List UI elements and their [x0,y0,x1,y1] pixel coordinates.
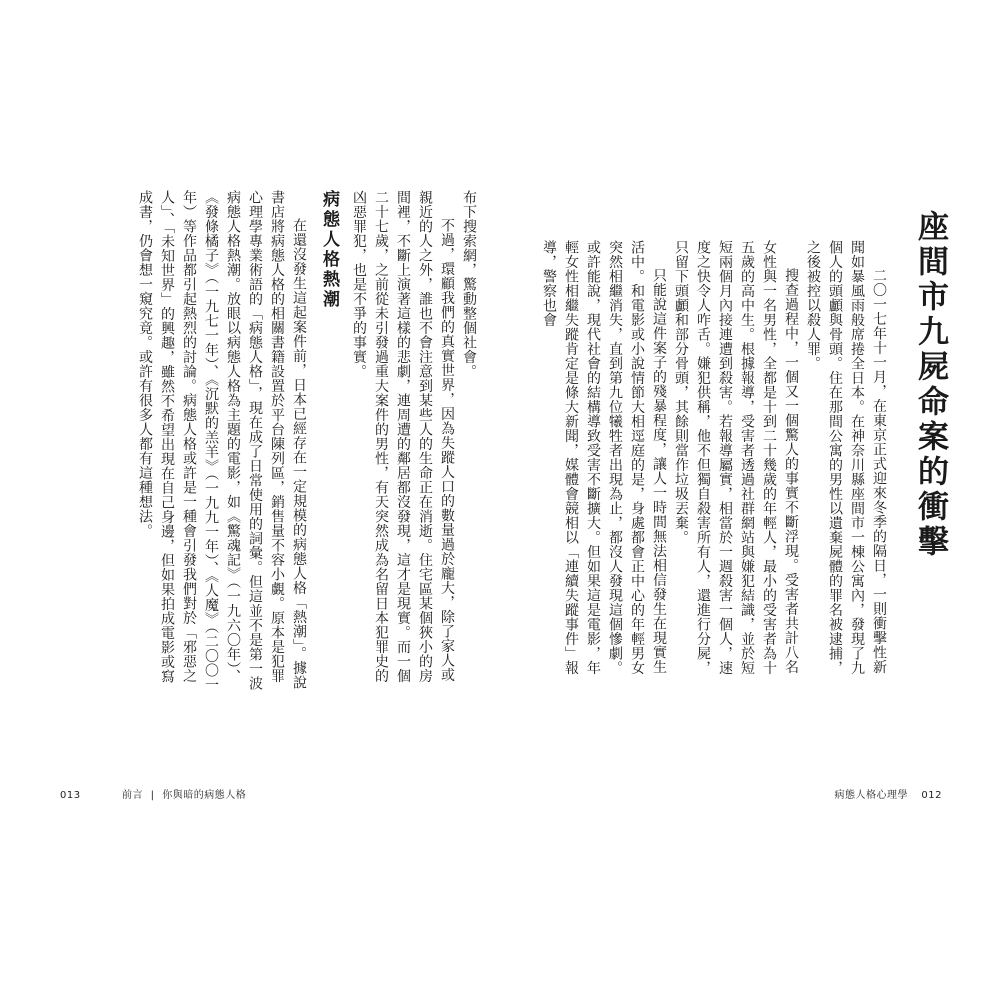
right-page [530,190,950,801]
left-paragraph-3: 在還沒發生這起案件前，日本已經存在一定規模的病態人格「熱潮」。據說書店將病態人格的相關書籍設置於平台陳列區，銷售量不容小覷。原本是犯罪心理學專業術語的「病態人格」，現在成了日常使用的詞彙。但這並不是第一波病態人格熱潮。放眼以病態人格為主題的電影，如《驚魂記》（一九六〇年）、《發條橘子》（一九七一年）、《沉默的羔羊》（一九九一年）、《人魔》（二〇〇一年）等作品都引起熱烈的討論。病態人格或許是一種會引發我們對於「邪惡之人」、「未知世界」的興趣，雖然不希望出現在自己身邊，但如果拍成電影或寫成書，仍會想一窺究竟。或許有很多人都有這種想法。 [137,190,307,692]
right-paragraph-2: 搜查過程中，一個又一個驚人的事實不斷浮現。受害者共計八名女性與一名男性，全都是十到二十幾歲的年輕人，最小的受害者為十五歲的高中生。根據報導，受害者透過社群網站與嫌犯結識，並於短短兩個月內接連遭到殺害。若報導屬實，相當於一週殺害一個人，速度之快令人咋舌。嫌犯供稱，他不但獨自殺害所有人，還進行分屍，只留下頭顱和部分骨頭，其餘則當作垃圾丟棄。 [673,240,799,675]
section-heading: 病態人格熱潮 [319,190,339,310]
page-number-left: 013 [60,790,81,801]
right-page-body [541,240,890,680]
chapter-title: 座間市九屍命案的衝擊 [912,210,948,560]
left-page-body [75,190,480,695]
footer-running-title-left: 你與暗的病態人格 [162,790,247,801]
right-paragraph-3: 只能說這件案子的殘暴程度，讓人一時間無法相信發生在現實生活中。和電影或小說情節大相逕庭的是，身處都會正中心的年輕男女突然相繼消失，直到第九位犧牲者出現為止，都沒人發現這個慘劇。或許能說，現代社會的結構導致受害不斷擴大。但如果這是電影，年輕女性相繼失蹤肯定是條大新聞，媒體會競相以「連續失蹤事件」報導，警察也會 [541,240,667,675]
footer-section: 前言 [121,790,143,801]
page-number-right: 012 [921,790,942,801]
left-page [60,190,480,801]
left-paragraph-2: 不過，環顧我們的真實世界，因為失蹤人口的數量過於龐大，除了家人或親近的人之外，誰也不會注意到某些人的生命正在消逝。住宅區某個狹小的房間裡，不斷上演著這樣的悲劇，連周遭的鄰居都沒發現，這才是現實。而一個二十七歲，之前從未引發過重大案件的男性，有天突然成為名留日本犯罪史的凶惡罪犯，也是不爭的事實。 [351,190,455,683]
footer-separator: | [150,790,155,801]
left-page-footer [60,786,246,801]
right-paragraph-1: 二〇一七年十一月，在東京正式迎來冬季的隔日，一則衝擊性新聞如暴風雨般席捲全日本。在神奈川縣座間市一棟公寓內，發現了九個人的頭顱與骨頭。住在那間公寓的男性以遺棄屍體的罪名被逮捕，之後被控以殺人罪。 [805,240,887,675]
footer-running-title-right: 病態人格心理學 [834,790,909,801]
right-page-footer [835,786,942,801]
left-paragraph-1: 布下搜索網，驚動整個社會。 [461,190,477,379]
